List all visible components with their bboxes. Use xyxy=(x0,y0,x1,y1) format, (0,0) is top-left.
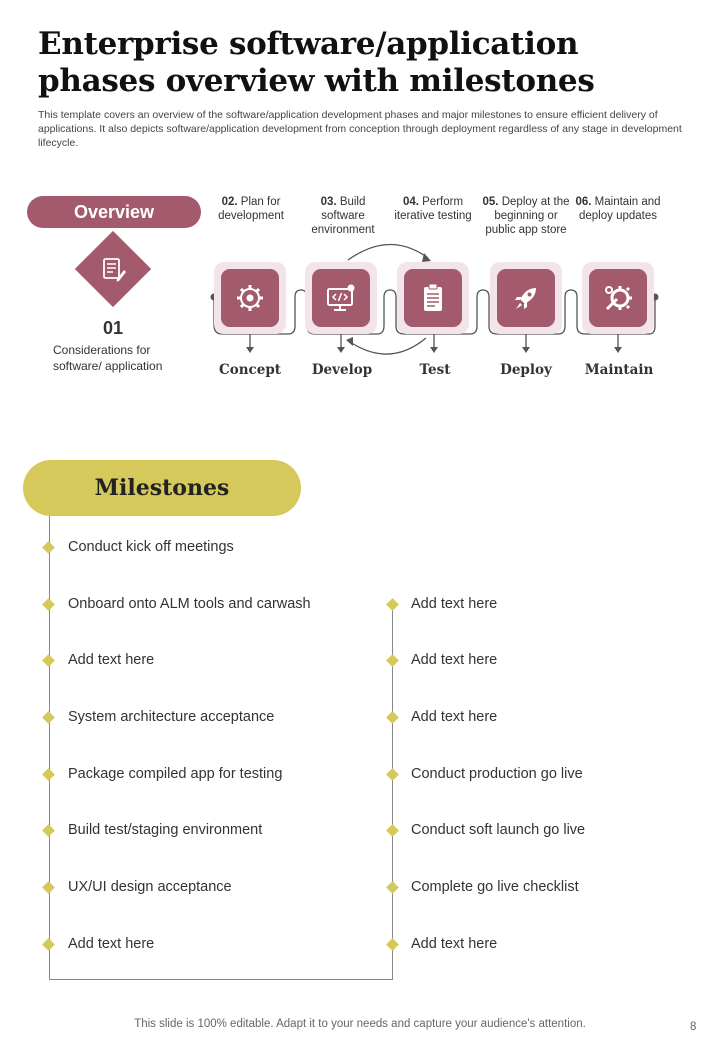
phase-top-text-4: 05. Deploy at the beginning or public app store xyxy=(482,196,570,236)
phase-box-test xyxy=(397,262,469,334)
milestone-item: Complete go live checklist xyxy=(411,879,579,895)
phase-top-text-3: 04. Perform iterative testing xyxy=(394,196,472,222)
footer-note: This slide is 100% editable. Adapt it to your needs and capture your audience's attention. xyxy=(134,1018,586,1030)
brain-gear-icon xyxy=(233,281,267,315)
document-pen-icon xyxy=(97,253,129,285)
milestone-item: Package compiled app for testing xyxy=(68,766,283,782)
milestone-item: Onboard onto ALM tools and carwash xyxy=(68,596,311,612)
milestone-item: Add text here xyxy=(68,652,155,668)
milestone-item: Add text here xyxy=(411,652,498,668)
milestone-item: Add text here xyxy=(68,936,155,952)
phase-label-test: Test xyxy=(419,362,451,378)
phase-label-maintain: Maintain xyxy=(584,362,654,378)
page-title: Enterprise software/application phases overview with milestones xyxy=(38,26,595,99)
milestones-label: Milestones xyxy=(23,460,301,516)
monitor-code-icon xyxy=(324,281,358,315)
overview-description: Considerations for software/ application xyxy=(53,343,163,373)
milestone-item: System architecture acceptance xyxy=(68,709,275,725)
phase-top-text-2: 03. Build software environment xyxy=(311,196,375,236)
milestones-frame xyxy=(49,516,393,980)
phase-box-maintain xyxy=(582,262,654,334)
phase-top-text-1: 02. Plan for development xyxy=(218,196,284,222)
phase-label-deploy: Deploy xyxy=(500,362,552,378)
phase-label-develop: Develop xyxy=(311,362,373,378)
milestone-item: Conduct soft launch go live xyxy=(411,822,586,838)
phase-box-develop xyxy=(305,262,377,334)
wrench-gear-icon xyxy=(601,281,635,315)
clipboard-icon xyxy=(416,281,450,315)
overview-label: Overview xyxy=(27,196,201,228)
rocket-icon xyxy=(509,281,543,315)
milestone-item: UX/UI design acceptance xyxy=(68,879,232,895)
phase-box-deploy xyxy=(490,262,562,334)
phase-top-text-5: 06. Maintain and deploy updates xyxy=(575,196,661,222)
milestone-item: Add text here xyxy=(411,936,498,952)
phase-box-concept xyxy=(214,262,286,334)
overview-number: 01 xyxy=(102,318,124,338)
milestone-item: Conduct production go live xyxy=(411,766,583,782)
milestone-item: Add text here xyxy=(411,596,498,612)
page-subtitle: This template covers an overview of the software/application development phases and major milestones to ensure efficient delivery of applications. It also depicts software/application development from conception through deployment regardless of any stage in development lifecycle. xyxy=(38,109,682,149)
milestone-item: Add text here xyxy=(411,709,498,725)
phase-label-concept: Concept xyxy=(218,362,282,378)
milestone-item: Build test/staging environment xyxy=(68,822,263,838)
milestone-item: Conduct kick off meetings xyxy=(68,539,234,555)
page-number: 8 xyxy=(690,1021,697,1033)
